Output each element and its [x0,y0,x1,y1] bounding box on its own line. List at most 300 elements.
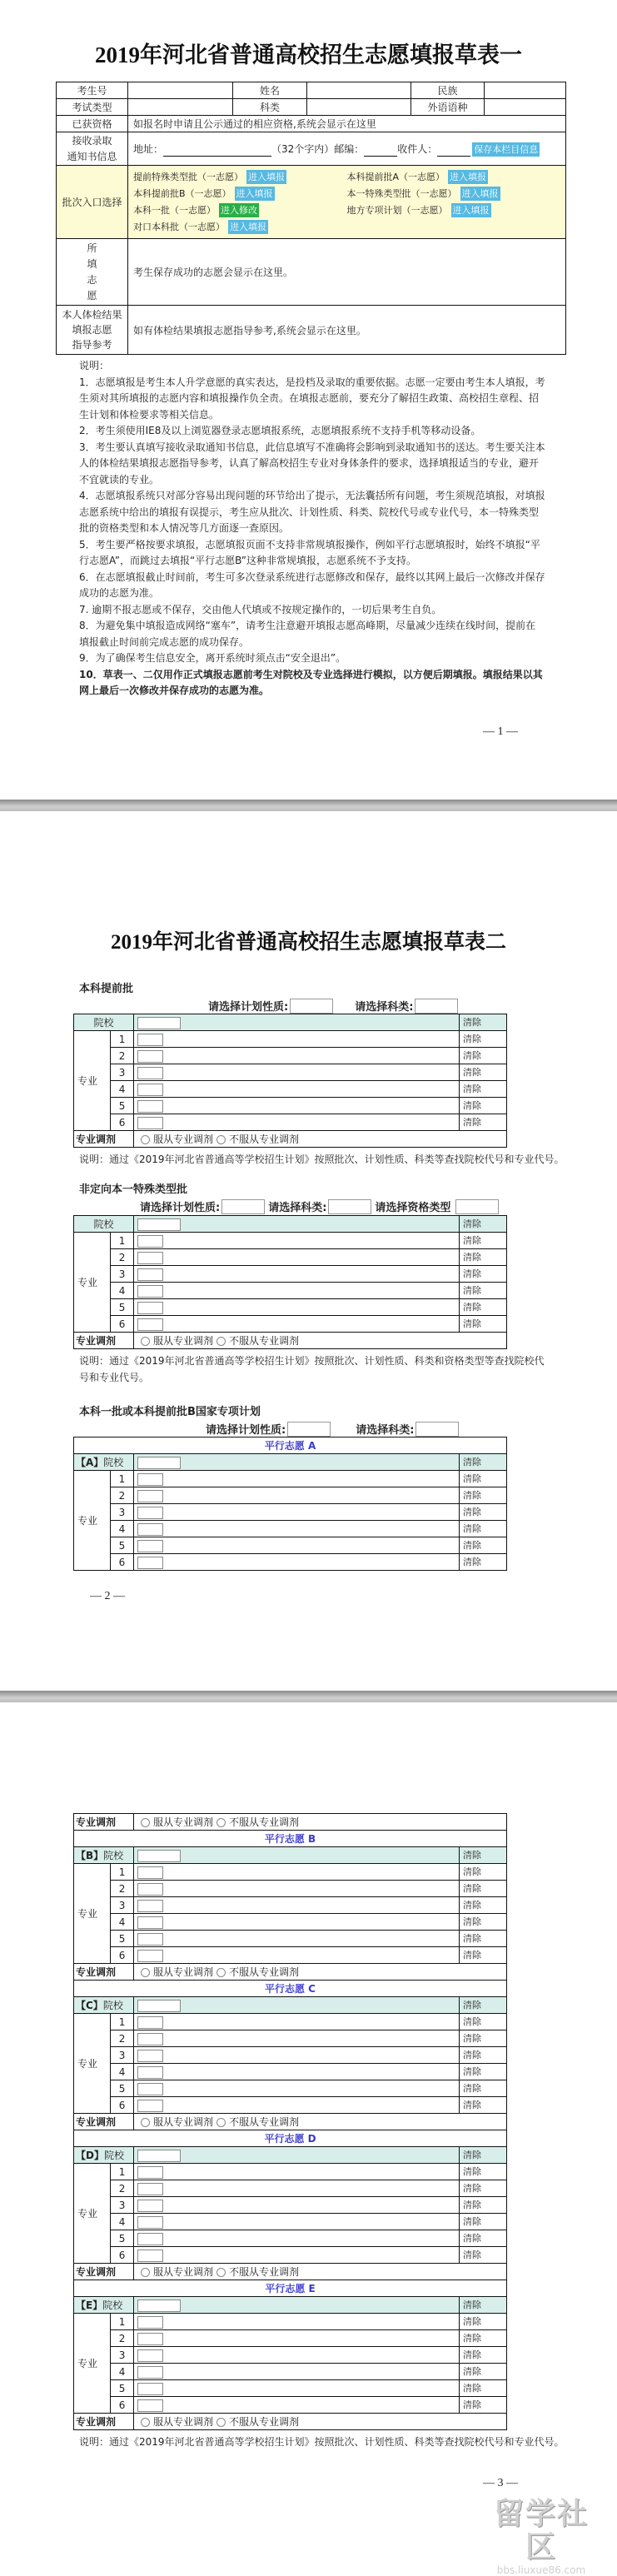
clear-button[interactable]: 清除 [460,2397,507,2414]
school-label-text: 院校 [93,1218,114,1230]
enter-batch-button[interactable]: 进入填报 [452,204,490,216]
school-code-input[interactable] [137,2000,181,2012]
adjust-option-label: 服从专业调剂 [153,2415,214,2428]
clear-button[interactable]: 清除 [460,2047,507,2064]
enter-batch-button[interactable]: 进入填报 [450,171,487,182]
enter-batch-button[interactable]: 进入填报 [248,171,285,182]
volunteer-table [73,1014,507,1148]
school-code-input[interactable] [137,1017,181,1029]
adjust-label: 专业调剂 [74,1814,134,1831]
school-label [74,1847,134,1864]
enter-batch-button[interactable]: 进入填报 [461,187,499,199]
address-hint: （32个字内）邮编： [271,142,365,155]
language-label: 外语语种 [411,99,485,116]
major-code-input[interactable] [137,2083,163,2095]
major-index: 5 [111,1098,134,1114]
school-prefix: 【B】 [76,1849,104,1861]
plan-selectors [206,1421,459,1437]
major-code-input[interactable] [137,1557,163,1569]
major-code-input[interactable] [137,2399,163,2412]
major-code-cell [134,1233,460,1249]
clear-button[interactable]: 清除 [460,2314,507,2330]
clear-button[interactable]: 清除 [460,2197,507,2214]
clear-button[interactable]: 清除 [460,1283,507,1299]
school-code-cell [134,2147,460,2164]
major-code-input[interactable] [137,1302,163,1314]
enter-batch-button[interactable]: 进入填报 [230,221,266,232]
major-row [74,2214,507,2230]
section-note: 说明：通过《2019年河北省普通高等学校招生计划》按照批次、计划性质、科类和资格类型等查找院校代号和专业代号。 [79,1355,545,1383]
batch-entry [133,169,347,186]
clear-button[interactable]: 清除 [460,1316,507,1333]
clear-button[interactable]: 清除 [460,1897,507,1914]
plan-nature-select[interactable] [290,999,333,1014]
major-code-input[interactable] [137,1900,163,1912]
major-code-cell [134,1504,460,1521]
clear-button[interactable]: 清除 [460,2347,507,2364]
major-row [74,2330,507,2347]
major-code-input[interactable] [137,1933,163,1946]
batch-entry [133,219,347,236]
batch-label: 批次入口选择 [57,166,128,239]
major-label: 专业 [74,2314,111,2414]
major-index: 5 [111,2080,134,2097]
batch-entry [133,186,347,202]
adjust-option-label: 服从专业调剂 [153,1133,214,1145]
section-title: 本科提前批 [79,983,134,995]
plan-nature-select[interactable] [221,1199,265,1214]
major-index: 1 [111,1233,134,1249]
adjust-option-label: 服从专业调剂 [153,1816,214,1828]
school-label-text: 院校 [103,1849,124,1861]
subject-label: 请选择科类: [268,1202,327,1214]
clear-button[interactable]: 清除 [460,2380,507,2397]
batch-entry-label: 地方专项计划（一志愿） [346,204,448,216]
major-label: 专业 [74,1233,111,1333]
parallel-title-row [74,1831,507,1847]
major-code-input[interactable] [137,2200,163,2212]
adjust-options [134,2264,507,2280]
major-index: 2 [111,1487,134,1504]
clear-button[interactable]: 清除 [460,1014,507,1031]
ethnicity-label: 民族 [411,82,485,99]
major-index: 1 [111,2014,134,2030]
adjust-label: 专业调剂 [74,2264,134,2280]
major-label: 专业 [74,2014,111,2114]
school-label-text: 院校 [93,1016,114,1029]
clear-button[interactable]: 清除 [460,1931,507,1947]
school-prefix: 【A】 [76,1456,104,1468]
major-index: 3 [111,1897,134,1914]
major-code-cell [134,2097,460,2114]
postcode-input[interactable] [364,146,397,157]
volunteer-table [73,1813,507,2430]
applicant-info-table [56,82,566,355]
clear-button[interactable]: 清除 [460,1299,507,1316]
clear-button[interactable]: 清除 [460,1031,507,1048]
page-separator [0,800,617,811]
major-index: 6 [111,2397,134,2414]
major-index: 5 [111,2230,134,2247]
volunteer-table [73,1437,507,1571]
parallel-title-row [74,1981,507,1997]
accept-adjust-radio[interactable] [141,1337,150,1346]
adjust-options [134,2414,507,2430]
reject-adjust-radio[interactable] [216,2118,226,2127]
clear-button[interactable]: 清除 [460,1554,507,1571]
adjust-option-label: 服从专业调剂 [153,2265,214,2278]
school-code-input[interactable] [137,1218,181,1231]
adjust-row [74,1333,507,1349]
major-code-cell [134,1031,460,1048]
clear-button[interactable]: 清除 [460,2064,507,2080]
school-label-text: 院校 [103,2149,124,2161]
major-code-input[interactable] [137,2316,163,2329]
major-code-input[interactable] [137,1473,163,1486]
name-value [307,82,411,99]
major-code-cell [134,2047,460,2064]
school-code-input[interactable] [137,1850,181,1862]
major-row [74,2380,507,2397]
clear-button[interactable]: 清除 [460,1997,507,2014]
page1-content [56,82,565,740]
subject-select[interactable] [328,1199,371,1214]
major-code-cell [134,1266,460,1283]
site-logo [479,2498,604,2576]
major-row [74,1521,507,1537]
major-code-input[interactable] [137,1252,163,1264]
major-code-cell [134,2247,460,2264]
accept-adjust-radio[interactable] [141,1968,150,1977]
major-row [74,1048,507,1064]
accept-adjust-radio[interactable] [141,2418,150,2427]
major-index: 6 [111,1114,134,1131]
clear-button[interactable]: 清除 [460,1064,507,1081]
school-code-input[interactable] [137,2150,181,2162]
clear-button[interactable]: 清除 [460,1454,507,1471]
parallel-title-row [74,2280,507,2297]
batch-entry-label: 本科一批（一志愿） [133,204,216,216]
major-index: 3 [111,2197,134,2214]
major-code-input[interactable] [137,2233,163,2245]
page-separator [0,1691,617,1702]
major-index: 3 [111,1064,134,1081]
major-row [74,1471,507,1487]
adjust-option-label: 服从专业调剂 [153,1966,214,1978]
major-code-input[interactable] [137,2183,163,2195]
major-row [74,2097,507,2114]
name-label: 姓名 [233,82,307,99]
major-row [74,2364,507,2380]
adjust-option-label: 不服从专业调剂 [229,1133,300,1145]
adjust-label: 专业调剂 [74,1131,134,1148]
major-code-input[interactable] [137,1883,163,1896]
accept-adjust-radio[interactable] [141,1818,150,1827]
page-title-1: 2019年河北省普通高校招生志愿填报草表一 [95,42,522,67]
exam-no-label: 考生号 [57,82,128,99]
major-code-input[interactable] [137,2033,163,2045]
subject-label: 请选择科类: [355,1001,414,1014]
major-code-cell [134,1554,460,1571]
adjust-option-label: 不服从专业调剂 [229,1334,300,1347]
major-index: 6 [111,1554,134,1571]
school-code-cell [134,1014,460,1031]
major-code-input[interactable] [137,1507,163,1519]
reject-adjust-radio[interactable] [216,1818,226,1827]
logo-main: 留学社区 [493,2496,589,2564]
accept-adjust-radio[interactable] [141,2118,150,2127]
school-row [74,1216,507,1233]
major-code-cell [134,1098,460,1114]
major-row [74,2164,507,2180]
clear-button[interactable]: 清除 [460,2180,507,2197]
clear-button[interactable]: 清除 [460,2297,507,2314]
major-row [74,2080,507,2097]
recipient-input[interactable] [437,146,470,157]
adjust-option-label: 服从专业调剂 [153,2115,214,2128]
reject-adjust-radio[interactable] [216,1337,226,1346]
major-code-input[interactable] [137,2100,163,2112]
major-code-cell [134,1048,460,1064]
major-row [74,1299,507,1316]
major-code-input[interactable] [137,1540,163,1552]
clear-button[interactable]: 清除 [460,1914,507,1931]
enter-batch-button[interactable]: 进入修改 [221,204,257,216]
major-code-cell [134,2330,460,2347]
parallel-title: 平行志愿 D [74,2130,507,2147]
major-row [74,1266,507,1283]
major-code-cell [134,1299,460,1316]
major-code-input[interactable] [137,1235,163,1248]
reject-adjust-radio[interactable] [216,1135,226,1144]
school-label [74,1454,134,1471]
save-notice-info-button[interactable]: 保存本栏目信息 [474,143,539,155]
major-code-input[interactable] [137,1490,163,1502]
instruction-item: 3．考生要认真填写接收录取通知书信息，此信息填写不准确将会影响到录取通知书的送达。考生要关注本人的体检结果填报志愿指导参考，认真了解高校招生专业对身体条件的要求，选择填报适当的专业，避开不宜就读的专业。 [79,441,545,486]
clear-button[interactable]: 清除 [460,2147,507,2164]
adjust-options [134,1131,507,1148]
major-code-input[interactable] [137,2366,163,2379]
major-code-cell [134,1249,460,1266]
major-index: 3 [111,2347,134,2364]
major-code-input[interactable] [137,2166,163,2179]
major-code-cell [134,1864,460,1881]
clear-button[interactable]: 清除 [460,2164,507,2180]
major-row [74,1316,507,1333]
batch-entry-label: 本科提前批A（一志愿） [346,171,445,182]
clear-button[interactable]: 清除 [460,1947,507,1964]
major-row [74,2230,507,2247]
clear-button[interactable]: 清除 [460,2014,507,2030]
major-code-input[interactable] [137,1084,163,1096]
adjust-option-label: 服从专业调剂 [153,1334,214,1347]
clear-button[interactable]: 清除 [460,2030,507,2047]
major-row [74,1504,507,1521]
qualification-type-select[interactable] [455,1199,499,1214]
major-row [74,1249,507,1266]
clear-button[interactable]: 清除 [460,2230,507,2247]
school-label-text: 院校 [102,2299,123,2311]
adjust-row [74,2414,507,2430]
section-2-block [73,1215,545,1386]
major-label: 专业 [74,2164,111,2264]
major-row [74,1114,507,1131]
clear-button[interactable]: 清除 [460,2097,507,2114]
school-label-text: 院校 [103,1456,124,1468]
instructions-title: 说明： [79,360,110,371]
exam-no-value [128,82,233,99]
reject-adjust-radio[interactable] [216,1968,226,1977]
clear-button[interactable]: 清除 [460,1521,507,1537]
major-code-input[interactable] [137,2016,163,2029]
clear-button[interactable]: 清除 [460,1233,507,1249]
major-code-input[interactable] [137,2333,163,2345]
major-code-cell [134,2230,460,2247]
school-label [74,1014,134,1031]
major-row [74,1931,507,1947]
major-code-cell [134,1537,460,1554]
major-row [74,2014,507,2030]
exam-type-value [128,99,233,116]
instruction-item: 7. 逾期不报志愿或不保存，交由他人代填或不按规定操作的，一切后果考生自负。 [79,603,442,615]
major-row [74,2064,507,2080]
clear-button[interactable]: 清除 [460,2364,507,2380]
major-code-input[interactable] [137,1285,163,1298]
reject-adjust-radio[interactable] [216,2268,226,2277]
major-code-input[interactable] [137,1916,163,1929]
clear-button[interactable]: 清除 [460,1881,507,1897]
batch-entry-label: 本一特殊类型批（一志愿） [346,187,457,199]
major-code-cell [134,1914,460,1931]
major-index: 2 [111,2330,134,2347]
adjust-label: 专业调剂 [74,2114,134,2130]
clear-button[interactable]: 清除 [460,1114,507,1131]
major-index: 2 [111,1249,134,1266]
clear-button[interactable]: 清除 [460,1864,507,1881]
clear-button[interactable]: 清除 [460,2247,507,2264]
major-row [74,1864,507,1881]
clear-button[interactable]: 清除 [460,1048,507,1064]
major-index: 3 [111,1504,134,1521]
major-code-input[interactable] [137,1318,163,1331]
enter-batch-button[interactable]: 进入填报 [236,187,273,199]
subject-select[interactable] [415,1422,459,1437]
address-input[interactable] [163,146,271,157]
major-code-input[interactable] [137,1523,163,1536]
adjust-option-label: 不服从专业调剂 [229,2415,300,2428]
major-code-cell [134,2347,460,2364]
clear-button[interactable]: 清除 [460,1504,507,1521]
major-index: 3 [111,1266,134,1283]
major-index: 4 [111,2364,134,2380]
clear-button[interactable]: 清除 [460,1266,507,1283]
clear-button[interactable]: 清除 [460,1471,507,1487]
accept-adjust-radio[interactable] [141,1135,150,1144]
major-code-input[interactable] [137,1100,163,1113]
plan-nature-select[interactable] [287,1422,331,1437]
major-code-input[interactable] [137,1050,163,1063]
major-row [74,1897,507,1914]
major-code-cell [134,1283,460,1299]
major-code-input[interactable] [137,1067,163,1079]
clear-button[interactable]: 清除 [460,2080,507,2097]
adjust-row [74,1131,507,1148]
major-code-cell [134,1931,460,1947]
adjust-row [74,1814,507,1831]
reject-adjust-radio[interactable] [216,2418,226,2427]
clear-button[interactable]: 清除 [460,1081,507,1098]
qualification-text: 如报名时申请且公示通过的相应资格,系统会显示在这里 [128,116,566,132]
major-code-input[interactable] [137,1117,163,1129]
major-code-input[interactable] [137,2066,163,2079]
major-index: 4 [111,1914,134,1931]
clear-button[interactable]: 清除 [460,2214,507,2230]
school-code-input[interactable] [137,2299,181,2312]
major-row [74,2247,507,2264]
major-code-input[interactable] [137,2050,163,2062]
school-row [74,1014,507,1031]
major-index: 2 [111,1881,134,1897]
school-code-cell [134,1847,460,1864]
major-code-input[interactable] [137,2383,163,2395]
major-row [74,1098,507,1114]
subject-select[interactable] [415,999,458,1014]
volunteer-table [73,1215,507,1349]
major-code-input[interactable] [137,1866,163,1879]
major-code-input[interactable] [137,1950,163,1962]
notice-fields [128,132,566,166]
major-index: 1 [111,2164,134,2180]
school-code-cell [134,1216,460,1233]
major-code-cell [134,2397,460,2414]
major-code-input[interactable] [137,2216,163,2229]
page-title-2: 2019年河北省普通高校招生志愿填报草表二 [110,931,506,954]
clear-button[interactable]: 清除 [460,1487,507,1504]
batch-entry [347,169,561,186]
major-code-input[interactable] [137,1268,163,1281]
major-code-input[interactable] [137,2349,163,2362]
clear-button[interactable]: 清除 [460,1249,507,1266]
major-code-cell [134,1064,460,1081]
major-code-input[interactable] [137,1034,163,1046]
clear-button[interactable]: 清除 [460,1847,507,1864]
clear-button[interactable]: 清除 [460,1537,507,1554]
clear-button[interactable]: 清除 [460,1098,507,1114]
section-3-block [73,1437,507,1604]
clear-button[interactable]: 清除 [460,2330,507,2347]
instruction-item: 1．志愿填报是考生本人升学意愿的真实表达，是投档及录取的重要依据。志愿一定要由考生本人填报，考生须对其所填报的志愿内容和填报操作负全责。在填报志愿前，要充分了解招生政策、高校招生章程、招生计划和体检要求等相关信息。 [79,376,545,421]
school-code-cell [134,1454,460,1471]
major-index: 3 [111,2047,134,2064]
major-label: 专业 [74,1031,111,1131]
accept-adjust-radio[interactable] [141,2268,150,2277]
section-title: 非定向本一特殊类型批 [79,1183,188,1196]
label-char: 填 [87,257,97,270]
major-label: 专业 [74,1471,111,1571]
adjust-option-label: 不服从专业调剂 [229,1966,300,1978]
major-code-cell [134,1881,460,1897]
adjust-row [74,1964,507,1981]
filled-volunteers-label [57,239,128,306]
health-label [57,306,128,355]
major-index: 6 [111,2247,134,2264]
school-code-cell [134,2297,460,2314]
clear-button[interactable]: 清除 [460,1216,507,1233]
major-index: 5 [111,1299,134,1316]
school-code-input[interactable] [137,1457,181,1469]
major-code-input[interactable] [137,2250,163,2262]
recipient-label: 收件人： [397,142,438,155]
